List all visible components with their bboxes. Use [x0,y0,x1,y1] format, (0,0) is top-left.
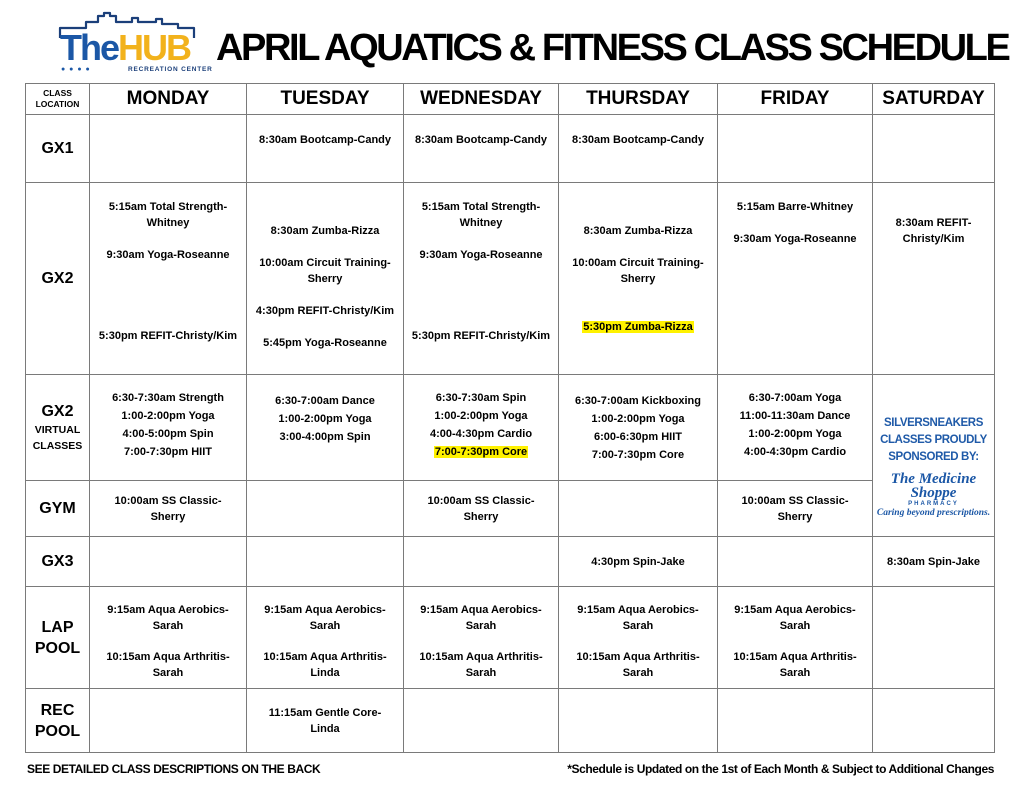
cell-gx2-friday [718,183,873,375]
class-entry: 10:15am Aqua Arthritis- Sarah [733,651,857,679]
class-entry: 8:30am Bootcamp-Candy [414,134,548,146]
highlighted-class-entry: 7:00-7:30pm Core [434,446,528,458]
logo-subtitle: RECREATION CENTER [128,66,213,73]
medicine-shoppe-tagline: Caring beyond prescriptions. [876,508,991,518]
cell-rec-tuesday [247,689,404,753]
highlighted-class-entry: 5:30pm Zumba-Rizza [583,321,693,333]
cell-gx1-friday [718,115,873,183]
cell-virtual-wednesday [404,375,559,481]
class-entry: 10:00am Circuit Training- Sherry [259,257,391,285]
cell-gym-thursday [559,481,718,537]
class-entry: 11:00-11:30am Dance [739,410,851,422]
location-rec-pool [26,689,90,753]
cell-gx3-friday [718,537,873,587]
class-entry: 8:30am Bootcamp-Candy [571,134,705,146]
cell-rec-monday [90,689,247,753]
cell-gx2-monday [90,183,247,375]
row-gx1 [26,115,995,183]
location-gx2-virtual [26,375,90,481]
schedule-table [25,83,995,753]
class-entry: 5:15am Total Strength- Whitney [108,201,228,229]
medicine-shoppe-pharmacy: PHARMACY [908,501,959,507]
row-gx3 [26,537,995,587]
cell-lap-friday [718,587,873,689]
cell-gx3-monday [90,537,247,587]
class-entry: 1:00-2:00pm Yoga [591,413,685,425]
location-label: GX3 [41,553,74,570]
class-entry: 5:45pm Yoga-Roseanne [263,337,387,349]
class-entry: 6:30-7:00am Yoga [748,392,842,404]
class-entry: 8:30am Spin-Jake [887,555,980,568]
cell-gx2-saturday [873,183,995,375]
class-entry: 4:30pm Spin-Jake [591,555,685,568]
day-header-tuesday: TUESDAY [247,84,404,115]
row-lap-pool [26,587,995,689]
class-location-label: CLASS LOCATION [35,88,80,109]
class-entry: 5:15am Barre-Whitney [736,201,854,213]
location-gx2 [26,183,90,375]
class-entry: 10:15am Aqua Arthritis- Sarah [419,651,543,679]
class-entry: 11:15am Gentle Core- Linda [268,707,382,735]
cell-virtual-thursday [559,375,718,481]
cell-lap-thursday [559,587,718,689]
cell-lap-saturday [873,587,995,689]
class-entry: 6:00-6:30pm HIIT [593,431,683,443]
class-entry: 6:30-7:00am Kickboxing [575,395,701,407]
cell-gx3-thursday [559,537,718,587]
day-header-friday: FRIDAY [718,84,873,115]
class-entry: 5:30pm REFIT-Christy/Kim [411,330,551,342]
class-entry: 5:15am Total Strength- Whitney [421,201,541,229]
location-label: LAP POOL [34,618,81,657]
class-entry: 4:00-4:30pm Cardio [429,428,533,440]
location-lap-pool [26,587,90,689]
cell-lap-wednesday [404,587,559,689]
cell-gx1-monday [90,115,247,183]
class-entry: 8:30am Zumba-Rizza [270,225,380,237]
class-entry: 3:00-4:00pm Spin [279,431,371,443]
class-entry: 10:00am SS Classic- Sherry [114,494,222,523]
class-entry: 1:00-2:00pm Yoga [278,413,372,425]
cell-virtual-tuesday [247,375,404,481]
class-entry: 9:30am Yoga-Roseanne [419,249,543,261]
partner-icons: ● ● ● ● [61,66,91,73]
location-sublabel: VIRTUAL CLASSES [32,424,83,452]
logo-the: The [60,27,119,68]
class-entry: 1:00-2:00pm Yoga [748,428,842,440]
cell-gym-tuesday [247,481,404,537]
class-entry: 6:30-7:30am Strength [112,392,224,404]
logo-hub: HUB [118,27,191,68]
cell-gx2-wednesday [404,183,559,375]
row-gym [26,481,995,537]
cell-gx2-thursday [559,183,718,375]
hub-logo [58,10,213,74]
day-header-monday: MONDAY [90,84,247,115]
location-gx1 [26,115,90,183]
class-entry: 9:15am Aqua Aerobics- Sarah [420,604,542,632]
cell-lap-monday [90,587,247,689]
location-label: GX2 [41,403,74,420]
class-entry: 9:15am Aqua Aerobics- Sarah [264,604,386,632]
class-entry: 5:30pm REFIT-Christy/Kim [98,330,238,342]
day-header-wednesday: WEDNESDAY [404,84,559,115]
class-entry: 9:30am Yoga-Roseanne [106,249,230,261]
medicine-shoppe-wordmark: The Medicine Shoppe [890,471,977,501]
cell-gym-wednesday [404,481,559,537]
row-gx2-virtual [26,375,995,481]
cell-gx3-wednesday [404,537,559,587]
class-entry: 7:00-7:30pm HIIT [123,446,213,458]
class-entry: 1:00-2:00pm Yoga [434,410,528,422]
location-label: GX1 [41,140,74,157]
cell-rec-saturday [873,689,995,753]
class-entry: 4:00-5:00pm Spin [122,428,214,440]
cell-virtual-monday [90,375,247,481]
sponsor-cell [873,375,995,537]
class-entry: 4:00-4:30pm Cardio [743,446,847,458]
class-entry: 8:30am Zumba-Rizza [583,225,693,237]
class-entry: 6:30-7:00am Dance [275,395,375,407]
cell-gx2-tuesday [247,183,404,375]
location-gym [26,481,90,537]
class-entry: 8:30am Bootcamp-Candy [258,134,392,146]
class-entry: 10:15am Aqua Arthritis- Sarah [106,651,230,679]
class-entry: 4:30pm REFIT-Christy/Kim [255,305,395,317]
location-gx3 [26,537,90,587]
silversneakers-sponsor-text: SILVERSNEAKERS CLASSES PROUDLY SPONSORED BY: [880,417,987,463]
cell-rec-friday [718,689,873,753]
header-row [26,84,995,115]
class-entry: 9:15am Aqua Aerobics- Sarah [734,604,856,632]
cell-gym-monday [90,481,247,537]
class-entry: 7:00-7:30pm Core [591,449,685,461]
class-entry: 10:15am Aqua Arthritis- Linda [263,651,387,679]
medicine-shoppe-logo [873,472,994,519]
cell-rec-thursday [559,689,718,753]
cell-gx1-thursday [559,115,718,183]
class-entry: 10:00am SS Classic- Sherry [741,494,849,523]
cell-gym-friday [718,481,873,537]
cell-gx1-saturday [873,115,995,183]
class-entry: 9:15am Aqua Aerobics- Sarah [577,604,699,632]
row-rec-pool [26,689,995,753]
cell-gx1-tuesday [247,115,404,183]
location-label: GYM [39,500,76,517]
day-header-saturday: SATURDAY [873,84,995,115]
footer-schedule-update-note: *Schedule is Updated on the 1st of Each Month & Subject to Additional Changes [567,762,994,776]
logo-wordmark [60,27,191,68]
cell-gx3-tuesday [247,537,404,587]
location-label: REC POOL [34,701,81,740]
header [0,0,1024,84]
cell-gx3-saturday [873,537,995,587]
cell-gx1-wednesday [404,115,559,183]
class-entry: 8:30am REFIT- Christy/Kim [895,217,972,245]
cell-lap-tuesday [247,587,404,689]
class-entry: 10:00am Circuit Training- Sherry [572,257,704,285]
class-entry: 9:30am Yoga-Roseanne [733,233,857,245]
class-location-header [26,84,90,115]
page-title: APRIL AQUATICS & FITNESS CLASS SCHEDULE [216,27,1009,69]
class-entry: 6:30-7:30am Spin [435,392,527,404]
class-entry: 1:00-2:00pm Yoga [121,410,215,422]
footer-class-descriptions-note: SEE DETAILED CLASS DESCRIPTIONS ON THE BACK [27,762,321,776]
class-entry: 10:00am SS Classic- Sherry [427,494,535,523]
cell-virtual-friday [718,375,873,481]
row-gx2 [26,183,995,375]
class-entry: 10:15am Aqua Arthritis- Sarah [576,651,700,679]
class-entry: 9:15am Aqua Aerobics- Sarah [107,604,229,632]
day-header-thursday: THURSDAY [559,84,718,115]
cell-rec-wednesday [404,689,559,753]
location-label: GX2 [41,270,74,287]
